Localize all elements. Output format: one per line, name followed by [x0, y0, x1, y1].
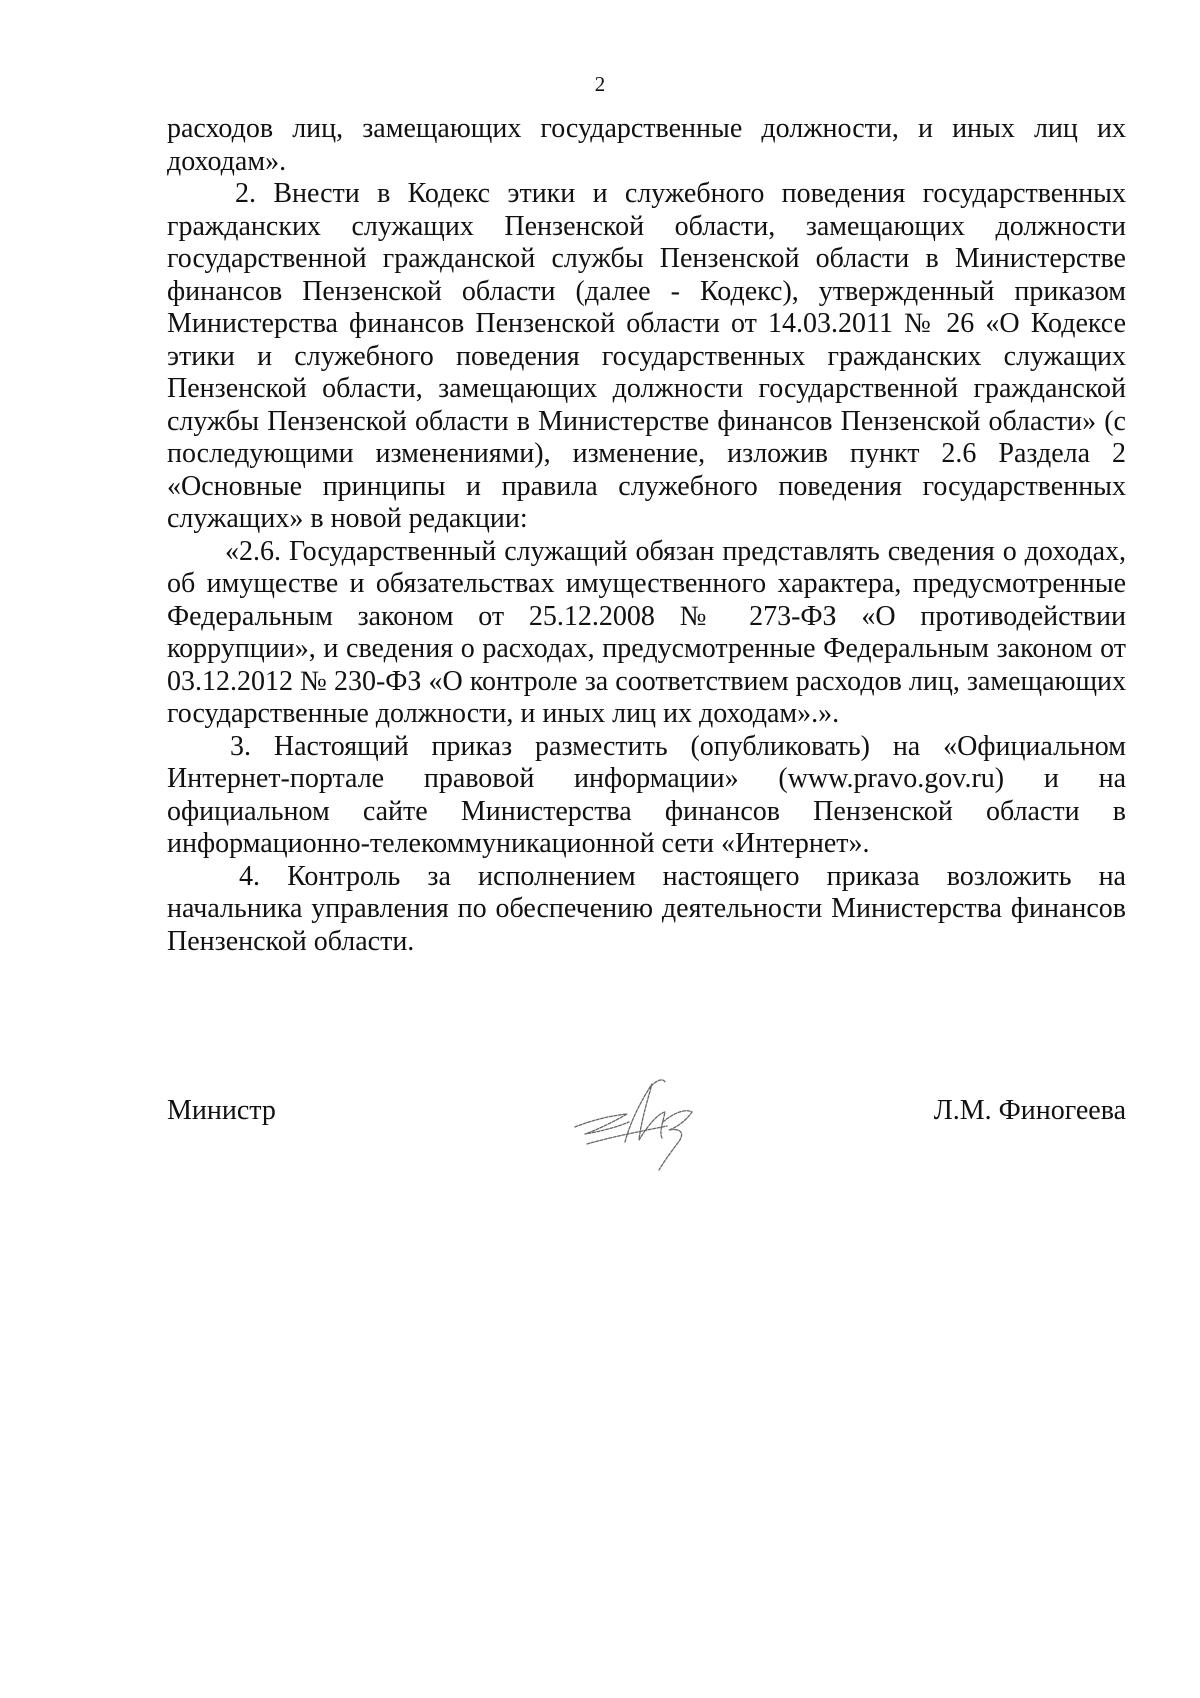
paragraph-continuation: расходов лиц, замещающих государственные должности, и иных лиц их доходам».	[167, 113, 1126, 177]
signatory-name: Л.М. Финогеева	[933, 1095, 1126, 1126]
page-number: 2	[594, 72, 606, 96]
signature-block	[167, 1090, 1126, 1200]
paragraph-item-2: 2. Внести в Кодекс этики и служебного поведения государственных гражданских служащих Пензенской области, замещающих должности государственной гражданской службы Пензенской области в Министерстве финансов Пензенской области (далее - Кодекс), утвержденный приказом Министерства финансов Пензенской области от 14.03.2011 № 26 «О Кодексе этики и служебного поведения государственных гражданских служащих Пензенской области, замещающих должности государственной гражданской службы Пензенской области в Министерстве финансов Пензенской области» (с последующими изменениями), изменение, изложив пункт 2.6 Раздела 2 «Основные принципы и правила служебного поведения государственных служащих» в новой редакции:	[167, 178, 1126, 534]
paragraph-item-3: 3. Настоящий приказ разместить (опубликовать) на «Официальном Интернет-портале правовой информации» (www.pravo.gov.ru) и на официальном сайте Министерства финансов Пензенской области в информационно-телекоммуникационной сети «Интернет».	[167, 730, 1126, 859]
paragraph-item-4: 4. Контроль за исполнением настоящего приказа возложить на начальника управления по обеспечению деятельности Министерства финансов Пензенской области.	[167, 860, 1126, 957]
signatory-title: Министр	[167, 1095, 276, 1126]
document-body	[167, 113, 1126, 958]
paragraph-quoted-2-6: «2.6. Государственный служащий обязан представлять сведения о доходах, об имуществе и обязательствах имущественного характера, предусмотренные Федеральным законом от 25.12.2008 № 273-ФЗ «О противодействии коррупции», и сведения о расходах, предусмотренные Федеральным законом от 03.12.2012 № 230-ФЗ «О контроле за соответствием расходов лиц, замещающих государственные должности, и иных лиц их доходам».».	[167, 535, 1126, 729]
handwritten-signature	[567, 1072, 717, 1172]
